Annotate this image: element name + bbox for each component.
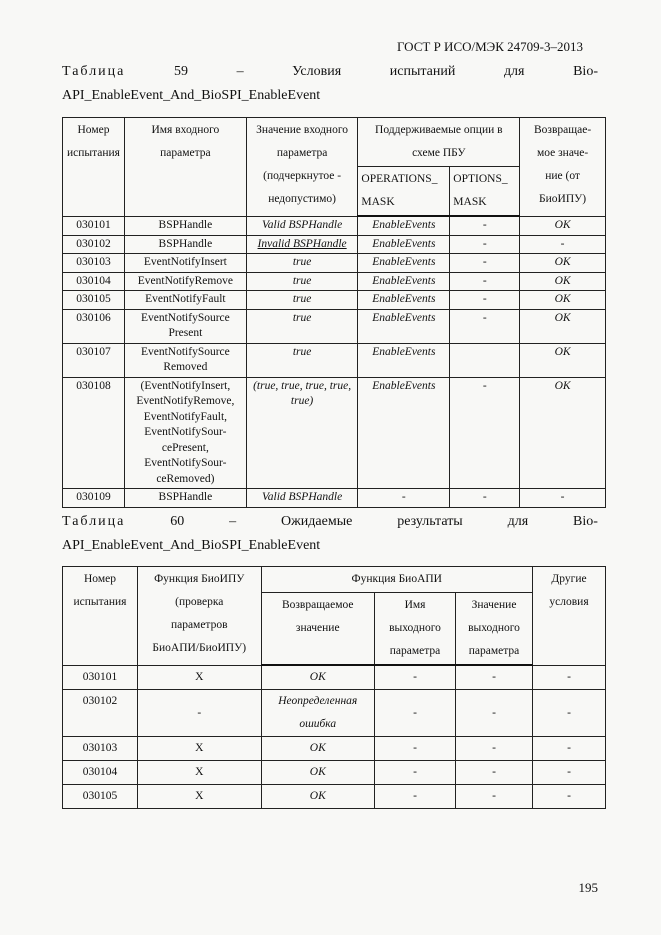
header-output-name: Имя выходного параметра (374, 593, 455, 666)
table-row: 030103 EventNotifyInsert true EnableEvents - OK (63, 254, 606, 273)
header-options-mask: OPTIONS_ MASK (450, 167, 520, 217)
caption-line2: API_EnableEvent_And_BioSPI_EnableEvent (62, 88, 321, 103)
caption-label: Таблица (62, 514, 126, 529)
caption-word: Условия (292, 64, 342, 79)
header-api-function: Функция БиоАПИ (261, 567, 532, 593)
table-row: 030104 X OK - - - (63, 761, 606, 785)
table-row: 030109 BSPHandle Valid BSPHandle - - - (63, 489, 606, 508)
table-60-caption (62, 514, 598, 554)
header-other-conditions: Другие условия (533, 567, 606, 666)
header-return-value: Возвращае- мое значе- ние (от БиоИПУ) (520, 118, 606, 217)
caption-word: Bio- (573, 514, 598, 529)
caption-number: 59 (173, 64, 188, 79)
table-row: 030106 EventNotifySource Present true EnableEvents - OK (63, 309, 606, 343)
page-number: 195 (578, 880, 598, 895)
header-test-number: Номер испытания (63, 118, 125, 217)
caption-line2: API_EnableEvent_And_BioSPI_EnableEvent (62, 538, 321, 553)
caption-word: для (507, 514, 529, 529)
table-row: 030105 EventNotifyFault true EnableEvents - OK (63, 291, 606, 310)
table-row: 030101 X OK - - - (63, 665, 606, 690)
caption-word: для (503, 64, 525, 79)
table-row: 030102 BSPHandle Invalid BSPHandle EnableEvents - - (63, 235, 606, 254)
header-test-number: Номер испытания (63, 567, 138, 666)
header-operations-mask: OPERATIONS_ MASK (358, 167, 450, 217)
table-row: 030105 X OK - - - (63, 785, 606, 809)
table-row: 030107 EventNotifySource Removed true EnableEvents OK (63, 343, 606, 377)
table-59-caption (62, 64, 598, 104)
table-row: 030102 - Неопределенная ошибка - - - (63, 690, 606, 737)
header-input-value: Значение входного параметра (подчеркнутое - недопустимо) (246, 118, 358, 217)
caption-label: Таблица (62, 64, 126, 79)
table-row: 030108 (EventNotifyInsert, EventNotifyRemove, EventNotifyFault, EventNotifySour-cePresent, EventNotifySour-ceRemoved) (true, true, true, true, true) EnableEvents - OK (63, 377, 606, 489)
header-bsp-function: Функция БиоИПУ (проверка параметров БиоАПИ/БиоИПУ) (137, 567, 261, 666)
table-row: 030103 X OK - - - (63, 737, 606, 761)
header-return-value: Возвращаемое значение (261, 593, 374, 666)
caption-number: 60 (170, 514, 185, 529)
caption-word: Ожидаемые (281, 514, 353, 529)
header-input-param: Имя входного параметра (124, 118, 246, 217)
caption-word: Bio- (573, 64, 598, 79)
header-output-value: Значение выходного параметра (456, 593, 533, 666)
caption-word: результаты (397, 514, 463, 529)
table-60 (62, 566, 606, 809)
table-row: 030104 EventNotifyRemove true EnableEvents - OK (63, 272, 606, 291)
caption-dash: – (229, 514, 237, 529)
table-row: 030101 BSPHandle Valid BSPHandle EnableEvents - OK (63, 216, 606, 235)
document-header: ГОСТ Р ИСО/МЭК 24709-3–2013 (396, 39, 583, 54)
header-supported-options: Поддерживаемые опции в схеме ПБУ (358, 118, 520, 167)
table-59 (62, 117, 606, 508)
caption-word: испытаний (389, 64, 456, 79)
caption-dash: – (236, 64, 244, 79)
